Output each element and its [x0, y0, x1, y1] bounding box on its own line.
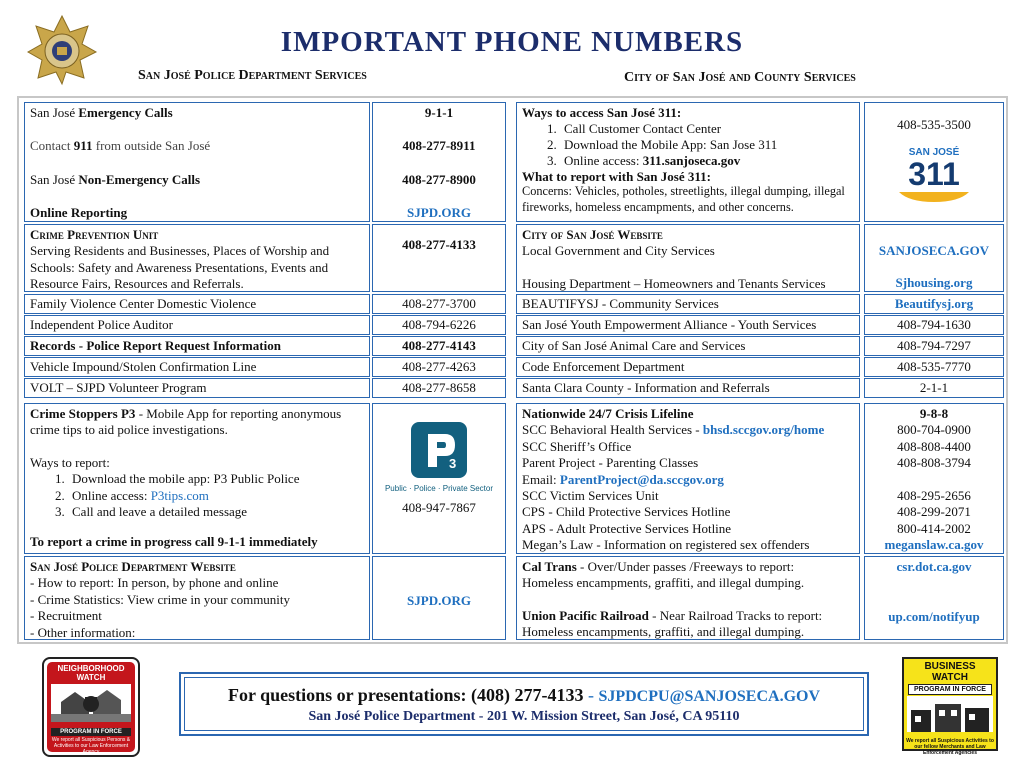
crisis-heading: Nationwide 24/7 Crisis Lifeline	[522, 406, 694, 421]
meganslaw-link[interactable]: meganslaw.ca.gov	[884, 537, 984, 553]
sj311-logo-swoosh	[899, 192, 969, 202]
p3-way-2	[68, 488, 364, 504]
emergency-number[interactable]: 9-1-1	[424, 105, 454, 120]
transit-cell	[516, 556, 860, 640]
bhsd-link[interactable]: bhsd.sccgov.org/home	[702, 422, 825, 438]
address-sep: -	[475, 709, 487, 724]
crisis-cell	[516, 403, 860, 554]
neighborhood-watch-sign	[42, 657, 140, 757]
crime-stoppers-cell	[24, 403, 370, 554]
sjpd-website-cell	[24, 556, 370, 640]
nw-mid-text: WATCH	[76, 673, 106, 682]
crime-stoppers-desc: - Mobile App for reporting anonymous crime tips to aid police investigations.	[30, 406, 342, 438]
emergency-prefix: San José	[30, 105, 79, 120]
contact-prefix: Contact	[30, 138, 74, 154]
bw-top-text: BUSINESS WATCH	[924, 661, 976, 683]
right-list-number[interactable]: 408-794-1630	[897, 317, 971, 332]
ways-to-report-label: Ways to report:	[30, 454, 110, 470]
left-list-label: VOLT – SJPD Volunteer Program	[30, 380, 207, 395]
left-list-number[interactable]: 408-794-6226	[402, 317, 476, 332]
online-reporting-label: Online Reporting	[30, 205, 128, 221]
p3-way-3: 3. Call and leave a detailed message	[68, 504, 364, 520]
sj311-number[interactable]: 408-535-3500	[897, 117, 971, 132]
sj311-concerns: Concerns: Vehicles, potholes, streetlights, illegal dumping, illegal fireworks, homeless encampments, and other concerns.	[522, 184, 845, 214]
website-line-other: - Other information:	[30, 624, 136, 640]
crime-stoppers-title: Crime Stoppers P3	[30, 406, 136, 421]
nw-force-text: PROGRAM IN FORCE	[51, 728, 131, 736]
sj311-cell	[516, 102, 860, 222]
crisis-line-email	[522, 472, 854, 488]
sjpd-website-link[interactable]: SJPD.ORG	[407, 593, 471, 608]
address-prefix: San José Police Department	[308, 709, 476, 724]
parent-project-number[interactable]: 408-808-3794	[897, 455, 971, 471]
crime-prevention-number[interactable]: 408-277-4133	[402, 237, 476, 252]
union-pacific-line2: Homeless encampments, graffiti, and illegal dumping.	[522, 624, 805, 640]
aps-number[interactable]: 800-414-2002	[897, 520, 971, 536]
website-line-recruitment: - Recruitment	[30, 608, 102, 624]
right-list-label-cell	[516, 315, 860, 335]
address-text: 201 W. Mission Street, San José, CA 95110	[486, 709, 740, 724]
right-list-label-cell	[516, 378, 860, 398]
crisis-line-sheriff: SCC Sheriff’s Office	[522, 438, 632, 454]
right-list-label-cell	[516, 294, 860, 314]
crisis-line-cps: CPS - Child Protective Services Hotline	[522, 504, 731, 520]
crisis-numbers-cell	[864, 403, 1004, 554]
union-pacific-desc: - Near Railroad Tracks to report:	[648, 607, 823, 623]
p3-app-logo	[411, 422, 467, 478]
right-list-value-cell	[864, 357, 1004, 377]
right-list-number[interactable]: 408-535-7770	[897, 359, 971, 374]
city-line-1: Local Government and City Services	[522, 243, 715, 259]
left-section-heading: San José Police Department Services	[138, 68, 367, 83]
bw-storefront-icon	[907, 696, 993, 732]
right-list-label: San José Youth Empowerment Alliance - Youth Services	[522, 317, 817, 332]
crime-prevention-cell	[24, 224, 370, 292]
p3-online-prefix: Online access:	[72, 487, 151, 503]
caltrans-link[interactable]: csr.dot.ca.gov	[896, 559, 972, 574]
sj311-logo	[899, 147, 969, 206]
nw-top-text: NEIGHBORHOOD	[57, 664, 125, 673]
left-list-number-cell	[372, 378, 506, 398]
sj311-what-heading: What to report with San José 311:	[522, 168, 711, 184]
nonemergency-label: Non-Emergency Calls	[78, 171, 201, 187]
left-list-number-cell	[372, 336, 506, 356]
parent-project-email-link[interactable]: ParentProject@da.sccgov.org	[559, 471, 724, 487]
left-list-number[interactable]: 408-277-3700	[402, 296, 476, 311]
p3-logo-caption: Public · Police · Private Sector	[384, 484, 494, 494]
email-label: Email:	[522, 471, 560, 487]
sjpd-website-link-cell	[372, 556, 506, 640]
sj311-way-2: 2. Download the Mobile App: San Jose 311	[560, 137, 854, 153]
left-list-label: Vehicle Impound/Stolen Confirmation Line	[30, 359, 257, 374]
bw-note-text: We report all Suspicious Activities to our fellow Merchants and Law Enforcement Agencies	[906, 738, 994, 756]
crisis-line-aps: APS - Adult Protective Services Hotline	[522, 520, 732, 536]
emergency-calls-label: Emergency Calls	[78, 105, 173, 120]
business-watch-sign	[902, 657, 998, 756]
nw-note-text: We report all Suspicious Persons & Activities to our Law Enforcement Agency	[51, 737, 131, 755]
left-list-label: Family Violence Center Domestic Violence	[30, 296, 257, 311]
left-list-number-cell	[372, 357, 506, 377]
right-list-label: City of San José Animal Care and Services	[522, 338, 746, 353]
sj311-way-3	[560, 153, 854, 169]
contact-911-label: 911	[73, 138, 93, 154]
contact-suffix: from outside San José	[92, 138, 211, 154]
website-line-stats: - Crime Statistics: View crime in your community	[30, 591, 291, 607]
city-line-2: Housing Department – Homeowners and Tenants Services	[522, 275, 826, 291]
left-list-label-cell	[24, 357, 370, 377]
p3tips-link[interactable]: P3tips.com	[150, 487, 209, 503]
crisis-line-behavioral	[522, 422, 854, 438]
left-list-label-cell	[24, 294, 370, 314]
nonemergency-number[interactable]: 408-277-8900	[402, 171, 476, 187]
right-list-value-cell	[864, 336, 1004, 356]
right-list-label: Santa Clara County - Information and Referrals	[522, 380, 770, 395]
sheriff-number[interactable]: 408-808-4400	[897, 438, 971, 454]
sanjoseca-link[interactable]: SANJOSECA.GOV	[878, 243, 990, 258]
left-list-label: Independent Police Auditor	[30, 317, 173, 332]
transit-links-cell	[864, 556, 1004, 640]
sjpd-website-heading: San José Police Department Website	[30, 559, 236, 574]
crisis-line-parent: Parent Project - Parenting Classes	[522, 455, 699, 471]
right-list-label: Code Enforcement Department	[522, 359, 685, 374]
crisis-lifeline-number[interactable]: 9-8-8	[919, 406, 949, 421]
left-list-label-cell	[24, 378, 370, 398]
crime-prevention-number-cell	[372, 224, 506, 292]
page-title: IMPORTANT PHONE NUMBERS	[280, 26, 744, 58]
behavioral-label: SCC Behavioral Health Services -	[522, 422, 703, 438]
city-links-cell	[864, 224, 1004, 292]
emergency-labels-cell	[24, 102, 370, 222]
city-website-heading: City of San José Website	[522, 227, 663, 242]
questions-text: For questions or presentations: (408) 277-4133	[227, 685, 584, 705]
city-website-cell	[516, 224, 860, 292]
sjhousing-link[interactable]: Sjhousing.org	[895, 275, 973, 291]
left-list-number[interactable]: 408-277-8658	[402, 380, 476, 395]
caltrans-line2: Homeless encampments, graffiti, and illegal dumping.	[522, 575, 805, 591]
left-list-label-cell	[24, 336, 370, 356]
right-list-label-cell	[516, 336, 860, 356]
sj311-online-link[interactable]: 311.sanjoseca.gov	[642, 152, 741, 168]
right-list-value-cell	[864, 315, 1004, 335]
nw-house-icon	[51, 684, 131, 722]
bw-force-text: PROGRAM IN FORCE	[908, 684, 992, 695]
cps-number[interactable]: 408-299-2071	[897, 504, 971, 520]
contact-email-link[interactable]: SJPDCPU@SANJOSECA.GOV	[598, 688, 821, 705]
sj311-logo-top: SAN JOSÉ	[908, 147, 960, 159]
svg-text:3: 3	[449, 456, 457, 471]
right-list-number[interactable]: 408-794-7297	[897, 338, 971, 353]
sj311-way-1: 1. Call Customer Contact Center	[560, 121, 854, 137]
left-list-number-cell	[372, 294, 506, 314]
sj311-online-prefix: Online access:	[564, 152, 643, 168]
left-list-number[interactable]: 408-277-4143	[402, 338, 476, 353]
right-section-heading: City of San José and County Services	[624, 70, 856, 85]
right-list-value-cell	[864, 378, 1004, 398]
crime-stoppers-number[interactable]: 408-947-7867	[402, 500, 476, 516]
contact-box	[179, 672, 869, 736]
caltrans-title: Cal Trans	[522, 559, 577, 574]
right-list-label-cell	[516, 357, 860, 377]
left-list-label: Records - Police Report Request Information	[30, 338, 281, 353]
right-list-label: BEAUTIFYSJ - Community Services	[522, 296, 719, 311]
caltrans-desc: - Over/Under passes /Freeways to report:	[576, 559, 795, 574]
victim-services-number[interactable]: 408-295-2656	[897, 488, 971, 504]
sj311-heading: Ways to access San José 311:	[522, 105, 682, 120]
crime-stoppers-logo-cell	[372, 403, 506, 554]
p3-way-1: 1. Download the mobile app: P3 Public Police	[68, 471, 364, 487]
right-list-number[interactable]: 2-1-1	[919, 380, 949, 395]
nonemergency-prefix: San José	[30, 171, 79, 187]
union-pacific-link[interactable]: up.com/notifyup	[888, 609, 980, 625]
left-list-number[interactable]: 408-277-4263	[402, 359, 476, 374]
crime-in-progress-note: To report a crime in progress call 9-1-1 immediately	[30, 534, 318, 550]
crisis-line-megan: Megan’s Law - Information on registered sex offenders	[522, 537, 810, 553]
union-pacific-title: Union Pacific Railroad	[522, 607, 649, 623]
sjpd-online-link[interactable]: SJPD.ORG	[407, 205, 471, 221]
crime-prevention-text: Serving Residents and Businesses, Places of Worship and Schools: Safety and Awareness Presentations, Events and Resource Fairs, Resources and Referrals.	[30, 243, 330, 292]
crisis-line-victim: SCC Victim Services Unit	[522, 488, 659, 504]
left-list-label-cell	[24, 315, 370, 335]
sj311-logo-number: 311	[908, 156, 960, 193]
behavioral-number[interactable]: 800-704-0900	[897, 422, 971, 438]
contact-911-number[interactable]: 408-277-8911	[402, 138, 476, 154]
right-list-value-cell	[864, 294, 1004, 314]
website-line-report: - How to report: In person, by phone and online	[30, 575, 279, 591]
left-list-number-cell	[372, 315, 506, 335]
crime-prevention-heading: Crime Prevention Unit	[30, 227, 159, 242]
contact-sep: -	[583, 685, 599, 705]
emergency-numbers-cell	[372, 102, 506, 222]
sj311-number-cell	[864, 102, 1004, 222]
right-list-link[interactable]: Beautifysj.org	[894, 296, 974, 311]
